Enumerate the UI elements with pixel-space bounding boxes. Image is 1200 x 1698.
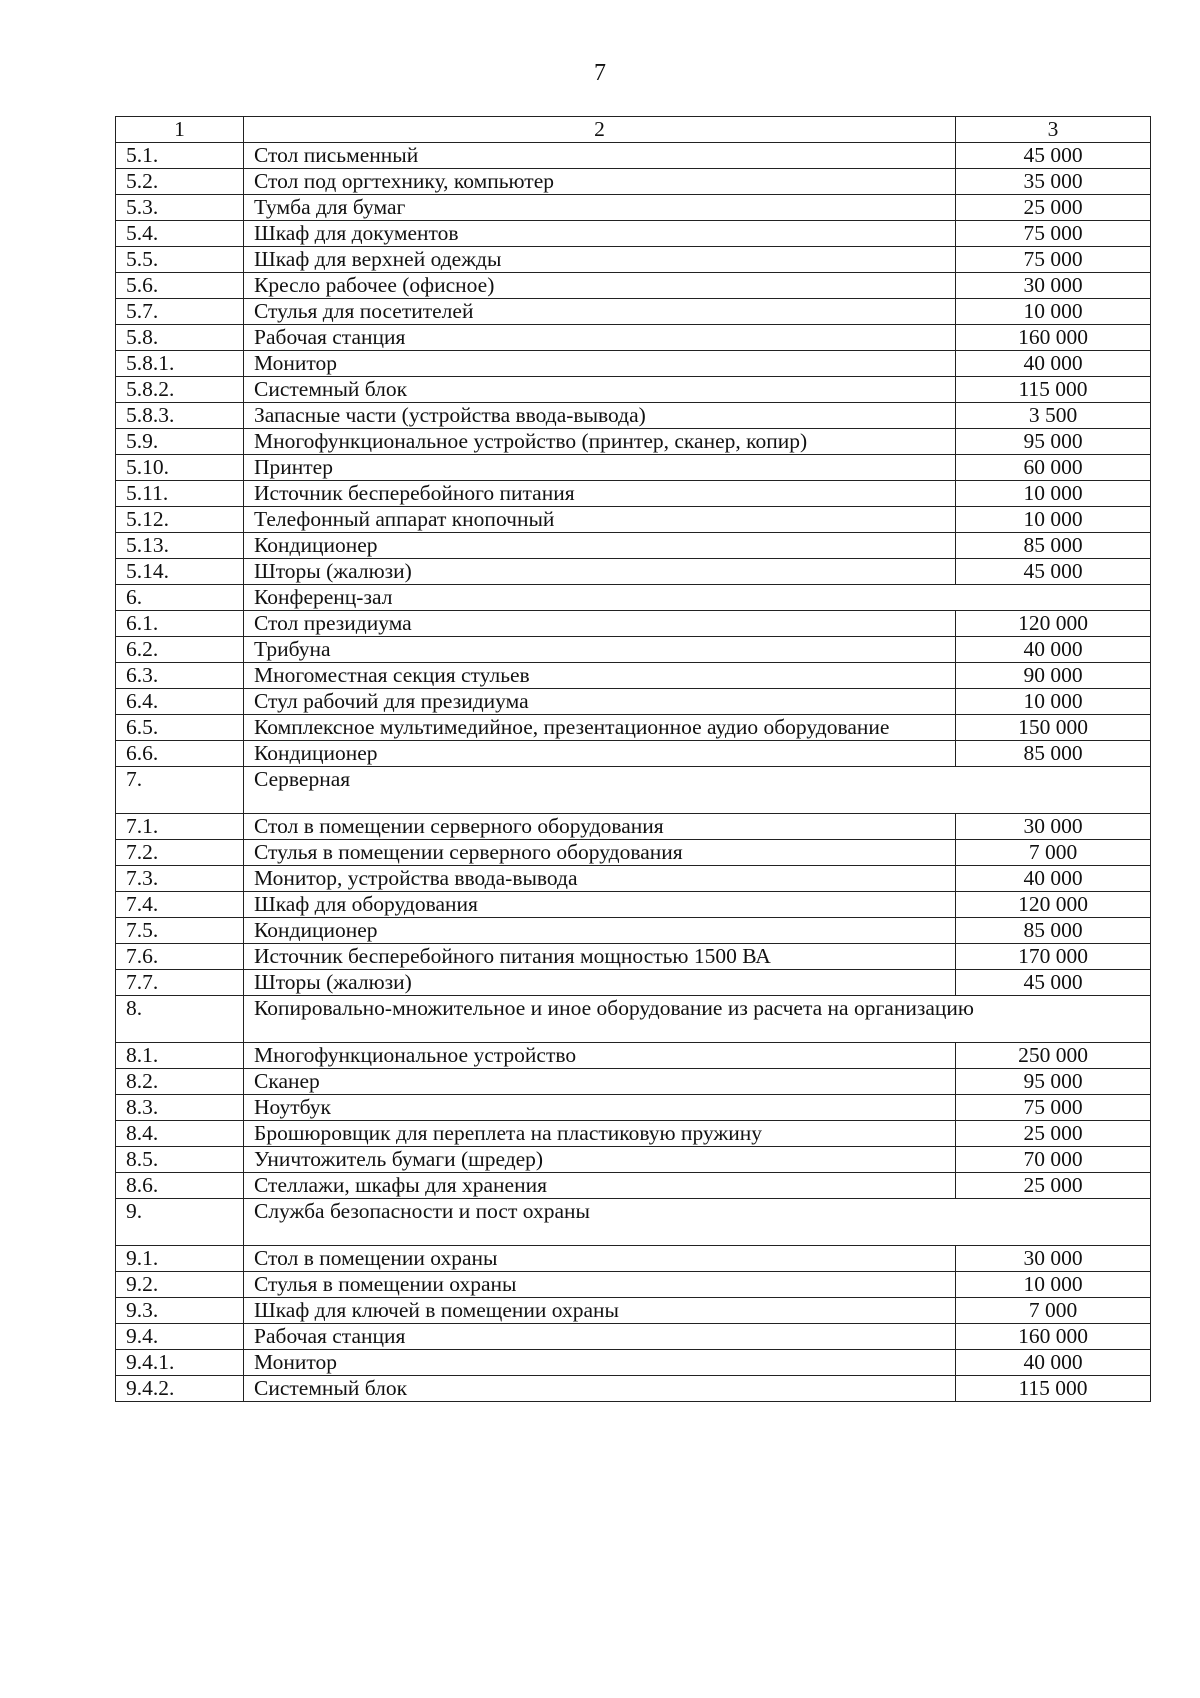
table-row [116,1147,1151,1173]
table-body [116,143,1151,1402]
item-name: Стол под оргтехнику, компьютер [244,169,956,195]
row-number: 6.1. [116,611,244,637]
item-name: Уничтожитель бумаги (шредер) [244,1147,956,1173]
item-cost: 85 000 [956,918,1151,944]
table-header-row [116,117,1151,143]
row-number: 5.7. [116,299,244,325]
item-name: Телефонный аппарат кнопочный [244,507,956,533]
item-cost: 160 000 [956,1324,1151,1350]
table-row [116,455,1151,481]
table-row [116,1350,1151,1376]
row-number: 5.8. [116,325,244,351]
row-number: 7.1. [116,814,244,840]
row-number: 9.4.2. [116,1376,244,1402]
table-row [116,611,1151,637]
section-title: Копировально-множительное и иное оборудование из расчета на организацию [244,996,1151,1043]
item-cost: 70 000 [956,1147,1151,1173]
row-number: 8.1. [116,1043,244,1069]
item-name: Шторы (жалюзи) [244,970,956,996]
item-name: Кондиционер [244,741,956,767]
row-number: 5.4. [116,221,244,247]
item-name: Стол президиума [244,611,956,637]
table-row [116,1324,1151,1350]
item-cost: 25 000 [956,1121,1151,1147]
item-name: Стол в помещении охраны [244,1246,956,1272]
table-row [116,195,1151,221]
table-row [116,840,1151,866]
item-name: Тумба для бумаг [244,195,956,221]
row-number: 5.10. [116,455,244,481]
item-name: Монитор [244,1350,956,1376]
item-cost: 60 000 [956,455,1151,481]
item-cost: 45 000 [956,559,1151,585]
row-number: 9.1. [116,1246,244,1272]
item-cost: 170 000 [956,944,1151,970]
header-col-2: 2 [244,117,956,143]
table-row [116,741,1151,767]
table-row [116,944,1151,970]
table-row [116,1298,1151,1324]
item-cost: 95 000 [956,1069,1151,1095]
row-number: 5.8.2. [116,377,244,403]
row-number: 8.4. [116,1121,244,1147]
item-name: Шкаф для документов [244,221,956,247]
item-name: Комплексное мультимедийное, презентационное аудио оборудование [244,715,956,741]
item-cost: 25 000 [956,195,1151,221]
row-number: 7.4. [116,892,244,918]
item-cost: 35 000 [956,169,1151,195]
row-number: 5.12. [116,507,244,533]
table-row [116,689,1151,715]
row-number: 5.13. [116,533,244,559]
row-number: 6.6. [116,741,244,767]
section-title: Конференц-зал [244,585,1151,611]
row-number: 7.2. [116,840,244,866]
table-row [116,1069,1151,1095]
item-cost: 10 000 [956,507,1151,533]
table-row [116,663,1151,689]
row-number: 8.2. [116,1069,244,1095]
item-cost: 7 000 [956,1298,1151,1324]
section-row [116,996,1151,1043]
table-row [116,351,1151,377]
item-name: Многофункциональное устройство (принтер, сканер, копир) [244,429,956,455]
item-cost: 10 000 [956,299,1151,325]
section-title: Серверная [244,767,1151,814]
row-number: 7. [116,767,244,814]
item-cost: 120 000 [956,892,1151,918]
row-number: 5.5. [116,247,244,273]
item-name: Стеллажи, шкафы для хранения [244,1173,956,1199]
item-cost: 3 500 [956,403,1151,429]
row-number: 8. [116,996,244,1043]
item-cost: 250 000 [956,1043,1151,1069]
table-row [116,325,1151,351]
table-row [116,481,1151,507]
item-cost: 115 000 [956,377,1151,403]
equipment-table [115,116,1151,1402]
item-name: Монитор [244,351,956,377]
row-number: 6. [116,585,244,611]
table-row [116,637,1151,663]
row-number: 9. [116,1199,244,1246]
table-row [116,247,1151,273]
table-row [116,429,1151,455]
row-number: 9.4.1. [116,1350,244,1376]
row-number: 5.9. [116,429,244,455]
item-cost: 30 000 [956,814,1151,840]
item-name: Источник бесперебойного питания [244,481,956,507]
section-row [116,767,1151,814]
table-row [116,221,1151,247]
item-cost: 95 000 [956,429,1151,455]
item-cost: 75 000 [956,1095,1151,1121]
item-cost: 40 000 [956,1350,1151,1376]
item-name: Ноутбук [244,1095,956,1121]
item-name: Запасные части (устройства ввода-вывода) [244,403,956,429]
item-name: Стул рабочий для президиума [244,689,956,715]
item-name: Стулья для посетителей [244,299,956,325]
row-number: 5.2. [116,169,244,195]
item-name: Сканер [244,1069,956,1095]
header-col-1: 1 [116,117,244,143]
row-number: 6.3. [116,663,244,689]
item-cost: 75 000 [956,247,1151,273]
item-name: Системный блок [244,1376,956,1402]
page-number: 7 [594,60,606,86]
row-number: 7.5. [116,918,244,944]
item-name: Стол в помещении серверного оборудования [244,814,956,840]
table-row [116,143,1151,169]
row-number: 9.2. [116,1272,244,1298]
table-row [116,1095,1151,1121]
item-name: Системный блок [244,377,956,403]
item-cost: 85 000 [956,741,1151,767]
table-row [116,507,1151,533]
row-number: 7.7. [116,970,244,996]
row-number: 8.3. [116,1095,244,1121]
table-row [116,273,1151,299]
row-number: 9.3. [116,1298,244,1324]
item-name: Шкаф для верхней одежды [244,247,956,273]
item-cost: 7 000 [956,840,1151,866]
item-name: Кондиционер [244,918,956,944]
item-name: Кресло рабочее (офисное) [244,273,956,299]
item-name: Трибуна [244,637,956,663]
item-cost: 160 000 [956,325,1151,351]
item-name: Стулья в помещении охраны [244,1272,956,1298]
table-row [116,715,1151,741]
item-cost: 40 000 [956,351,1151,377]
table-row [116,1246,1151,1272]
table-row [116,1376,1151,1402]
table-row [116,559,1151,585]
item-name: Рабочая станция [244,325,956,351]
header-col-3: 3 [956,117,1151,143]
item-name: Шкаф для оборудования [244,892,956,918]
item-cost: 30 000 [956,273,1151,299]
item-name: Шторы (жалюзи) [244,559,956,585]
table-row [116,533,1151,559]
item-cost: 75 000 [956,221,1151,247]
table-row [116,892,1151,918]
table-row [116,970,1151,996]
table-row [116,1043,1151,1069]
item-cost: 45 000 [956,143,1151,169]
table-row [116,169,1151,195]
row-number: 5.1. [116,143,244,169]
item-cost: 85 000 [956,533,1151,559]
row-number: 8.6. [116,1173,244,1199]
table-row [116,814,1151,840]
row-number: 5.11. [116,481,244,507]
item-cost: 150 000 [956,715,1151,741]
item-name: Монитор, устройства ввода-вывода [244,866,956,892]
section-title: Служба безопасности и пост охраны [244,1199,1151,1246]
item-cost: 25 000 [956,1173,1151,1199]
item-cost: 115 000 [956,1376,1151,1402]
item-cost: 30 000 [956,1246,1151,1272]
table-row [116,1272,1151,1298]
item-cost: 10 000 [956,481,1151,507]
row-number: 5.14. [116,559,244,585]
item-cost: 120 000 [956,611,1151,637]
table-row [116,866,1151,892]
item-name: Шкаф для ключей в помещении охраны [244,1298,956,1324]
table-row [116,918,1151,944]
item-name: Принтер [244,455,956,481]
item-name: Брошюровщик для переплета на пластиковую пружину [244,1121,956,1147]
item-name: Стол письменный [244,143,956,169]
item-cost: 90 000 [956,663,1151,689]
item-cost: 40 000 [956,866,1151,892]
table-row [116,403,1151,429]
row-number: 6.5. [116,715,244,741]
row-number: 9.4. [116,1324,244,1350]
row-number: 5.6. [116,273,244,299]
table-row [116,377,1151,403]
item-cost: 10 000 [956,689,1151,715]
item-name: Стулья в помещении серверного оборудования [244,840,956,866]
item-name: Многофункциональное устройство [244,1043,956,1069]
item-cost: 10 000 [956,1272,1151,1298]
table-row [116,1173,1151,1199]
row-number: 5.8.1. [116,351,244,377]
item-name: Источник бесперебойного питания мощностью 1500 ВА [244,944,956,970]
row-number: 8.5. [116,1147,244,1173]
section-row [116,585,1151,611]
row-number: 6.4. [116,689,244,715]
section-row [116,1199,1151,1246]
table-row [116,1121,1151,1147]
row-number: 5.3. [116,195,244,221]
table-row [116,299,1151,325]
item-cost: 45 000 [956,970,1151,996]
row-number: 5.8.3. [116,403,244,429]
item-cost: 40 000 [956,637,1151,663]
row-number: 6.2. [116,637,244,663]
row-number: 7.3. [116,866,244,892]
row-number: 7.6. [116,944,244,970]
item-name: Рабочая станция [244,1324,956,1350]
item-name: Многоместная секция стульев [244,663,956,689]
item-name: Кондиционер [244,533,956,559]
